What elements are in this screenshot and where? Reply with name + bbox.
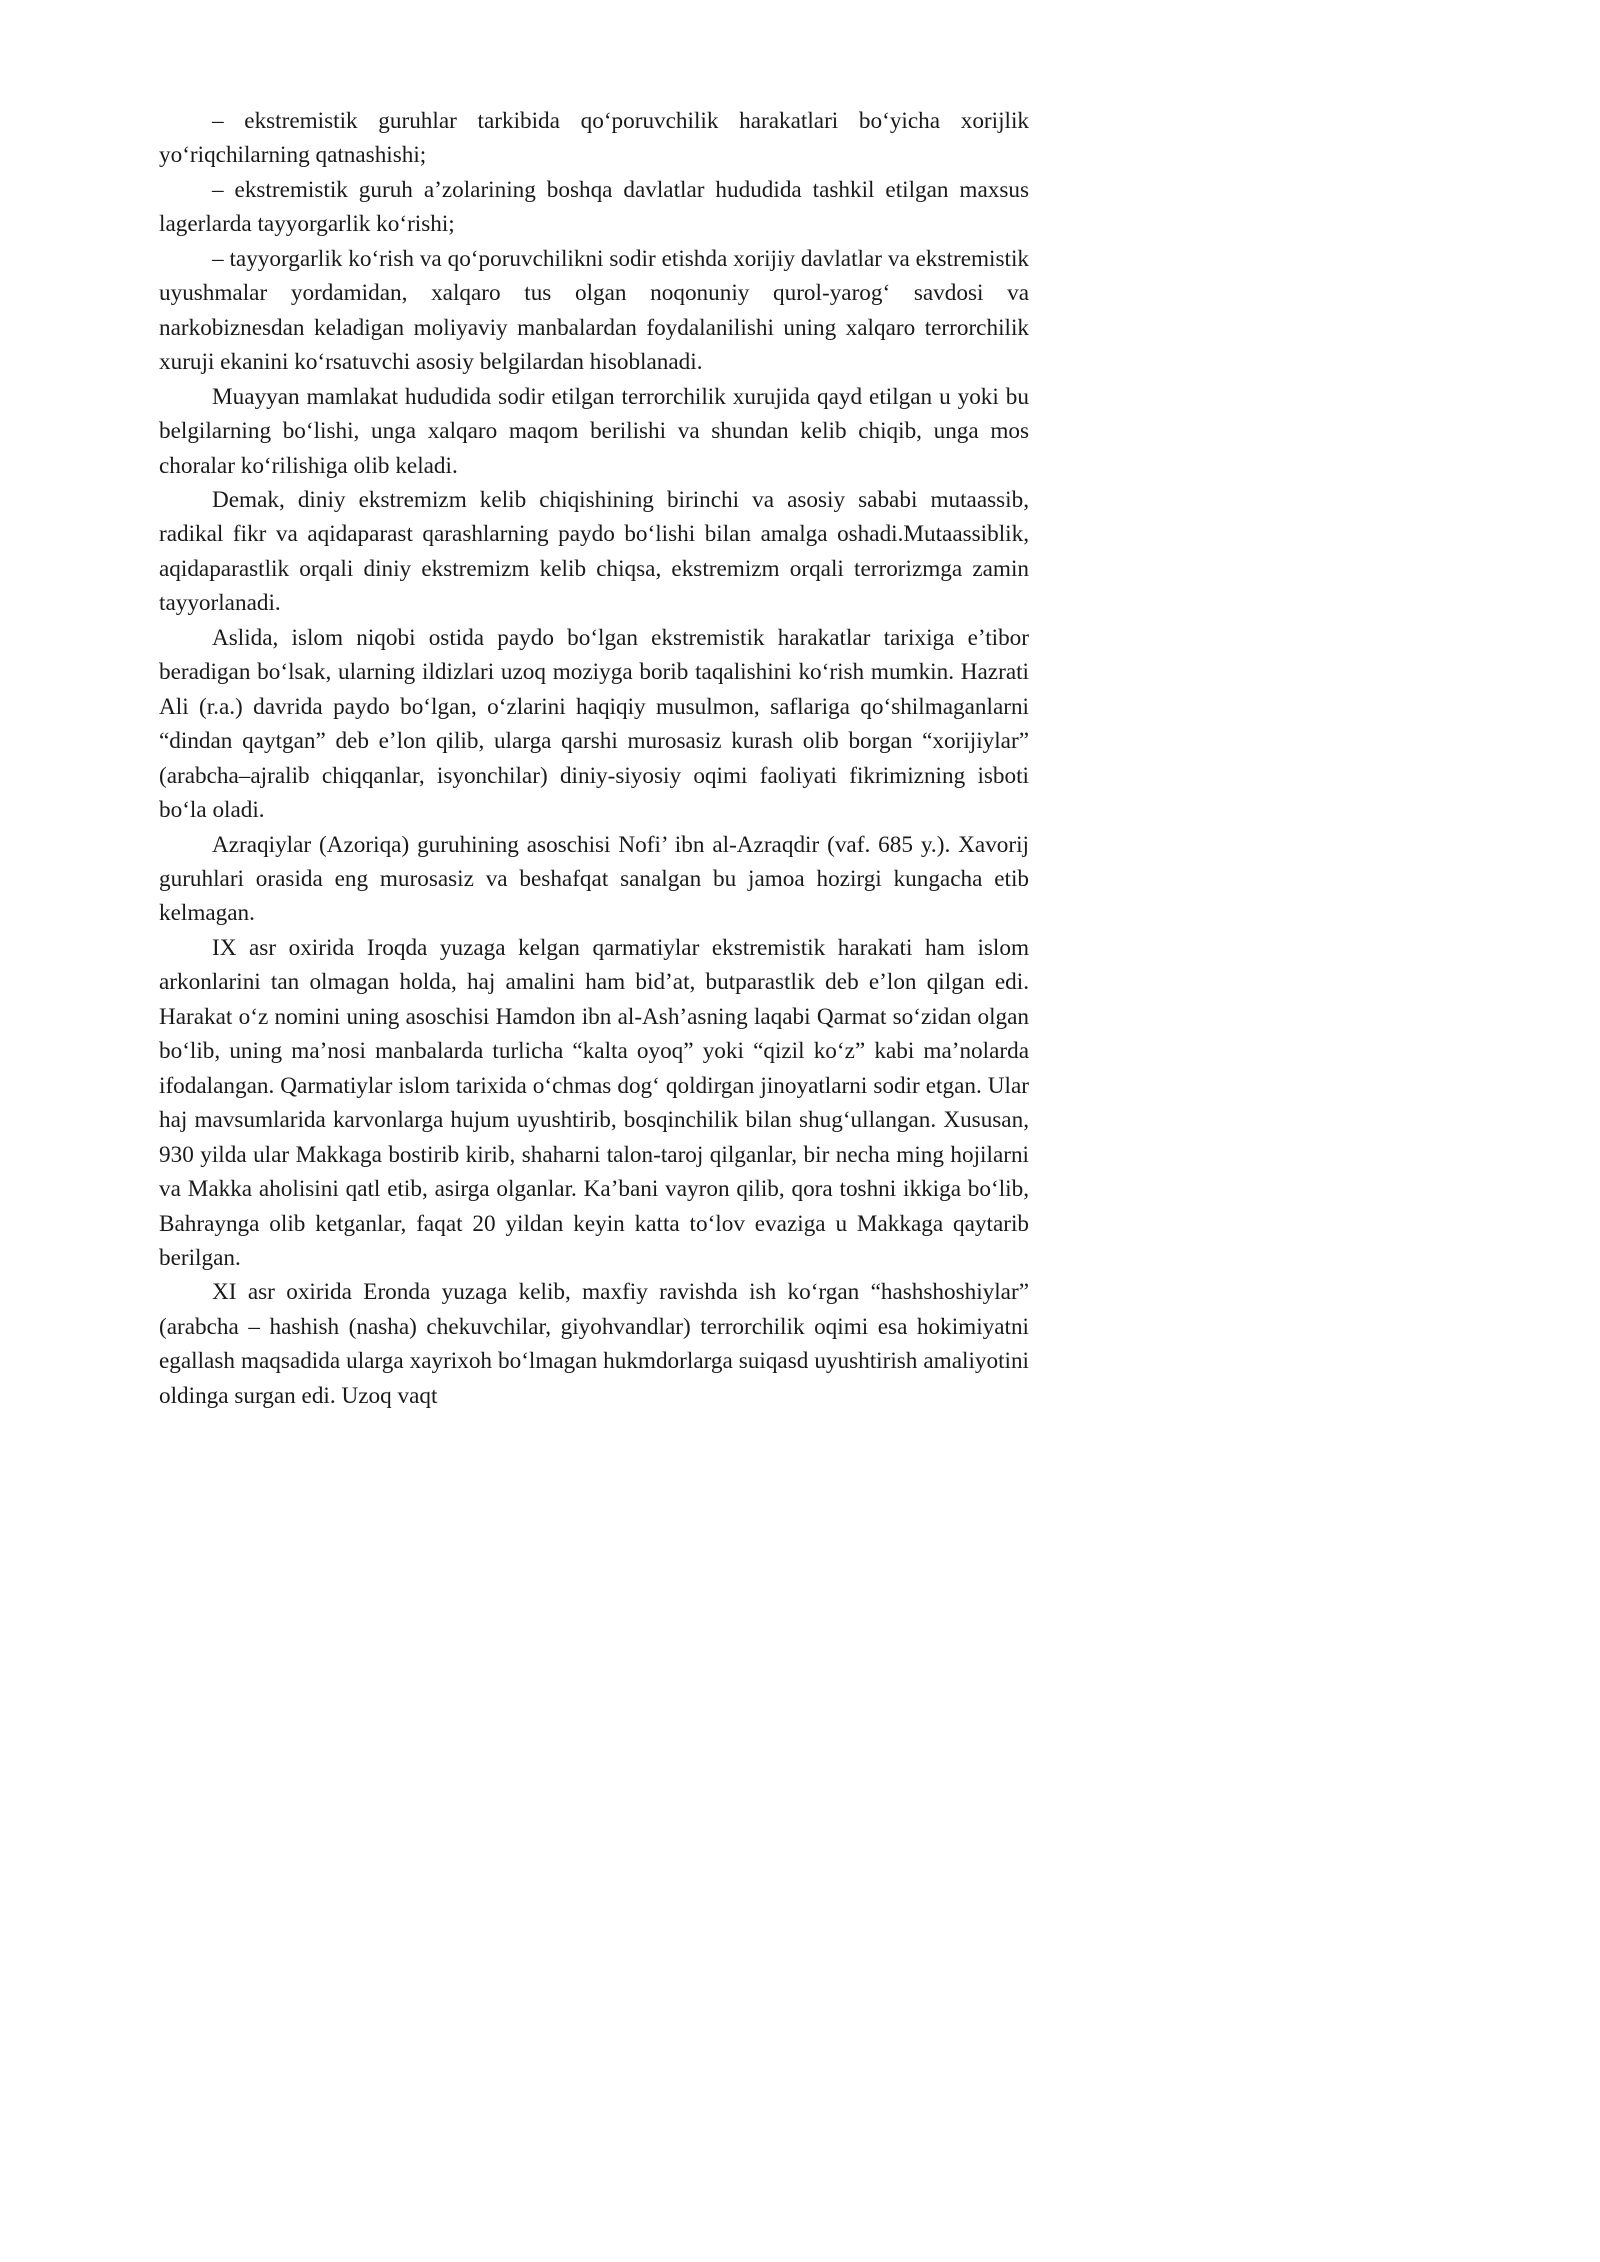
paragraph-foreign-instructors: – ekstremistik guruhlar tarkibida qo‘poruvchilik harakatlari bo‘yicha xorijlik yo‘riqchilarning qatnashishi; xyxy=(159,108,1029,169)
paragraph-international-status: Muayyan mamlakat hududida sodir etilgan terrorchilik xurujida qayd etilgan u yoki bu belgilarning bo‘lishi, unga xalqaro maqom berilishi va shundan kelib chiqib, unga mos choralar ko‘rilishiga olib keladi. xyxy=(159,383,1029,479)
paragraph-qarmatiylar: IX asr oxirida Iroqda yuzaga kelgan qarmatiylar ekstremistik harakati ham islom arkonlarini tan olmagan holda, haj amalini ham bid’at, butparastlik deb e’lon qilgan edi. Harakat o‘z nomini uning asoschisi Hamdon ibn al-Ash’asning laqabi Qarmat so‘zidan olgan bo‘lib, uning ma’nosi manbalarda turlicha “kalta oyoq” yoki “qizil ko‘z” kabi ma’nolarda ifodalangan. Qarmatiylar islom tarixida o‘chmas dog‘ qoldirgan jinoyatlarni sodir etgan. Ular haj mavsumlarida karvonlarga hujum uyushtirib, bosqinchilik bilan shug‘ullangan. Xususan, 930 yilda ular Makkaga bostirib kirib, shaharni talon-taroj qilganlar, bir necha ming hojilarni va Makka aholisini qatl etib, asirga olganlar. Ka’bani vayron qilib, qora toshni ikkiga bo‘lib, Bahraynga olib ketganlar, faqat 20 yildan keyin katta to‘lov evaziga u Makkaga qaytarib berilgan. xyxy=(159,934,1029,1271)
document-page xyxy=(0,0,1103,1561)
paragraph-foreign-camps: – ekstremistik guruh a’zolarining boshqa davlatlar hududida tashkil etilgan maxsus lagerlarda tayyorgarlik ko‘rishi; xyxy=(159,176,1029,238)
paragraph-aslida: Aslida, islom niqobi ostida paydo bo‘lgan ekstremistik harakatlar tarixiga e’tibor beradigan bo‘lsak, ularning ildizlari uzoq moziyga borib taqalishini ko‘rish mumkin. Hazrati Ali (r.a.) davrida paydo bo‘lgan, o‘zlarini haqiqiy musulmon, saflariga qo‘shilmaganlarni “dindan qaytgan” deb e’lon qilib, ularga qarshi murosasiz kurash olib borgan “xorijiylar” (arabcha–ajralib chiqqanlar, isyonchilar) diniy-siyosiy oqimi faoliyati fikrimizning isboti bo‘la oladi. xyxy=(159,624,1029,824)
paragraph-demak: Demak, diniy ekstremizm kelib chiqishining birinchi va asosiy sababi mutaassib, radikal fikr va aqidaparast qarashlarning paydo bo‘lishi bilan amalga oshadi.Mutaassiblik, aqidaparastlik orqali diniy ekstremizm kelib chiqsa, ekstremizm orqali terrorizmga zamin tayyorlanadi. xyxy=(159,486,1029,617)
paragraph-azraqiylar: Azraqiylar (Azoriqa) guruhining asoschisi Nofi’ ibn al-Azraqdir (vaf. 685 y.). Xavorij guruhlari orasida eng murosasiz va beshafqat sanalgan bu jamoa hozirgi kungacha etib kelmagan. xyxy=(159,831,1029,927)
paragraph-hashshoshiylar: XI asr oxirida Eronda yuzaga kelib, maxfiy ravishda ish ko‘rgan “hashshoshiylar” (arabcha – hashish (nasha) chekuvchilar, giyohvandlar) terrorchilik oqimi esa hokimiyatni egallash maqsadida ularga xayrixoh bo‘lmagan hukmdorlarga suiqasd uyushtirish amaliyotini oldinga surgan edi. Uzoq vaqt xyxy=(159,1279,1029,1409)
paragraph-foreign-support: – tayyorgarlik ko‘rish va qo‘poruvchilikni sodir etishda xorijiy davlatlar va ekstremistik uyushmalar yordamidan, xalqaro tus olgan noqonuniy qurol-yarog‘ savdosi va narkobiznesdan keladigan moliyaviy manbalardan foydalanilishi uning xalqaro terrorchilik xuruji ekanini ko‘rsatuvchi asosiy belgilardan hisoblanadi. xyxy=(159,245,1029,376)
body-text xyxy=(159,104,1029,1413)
